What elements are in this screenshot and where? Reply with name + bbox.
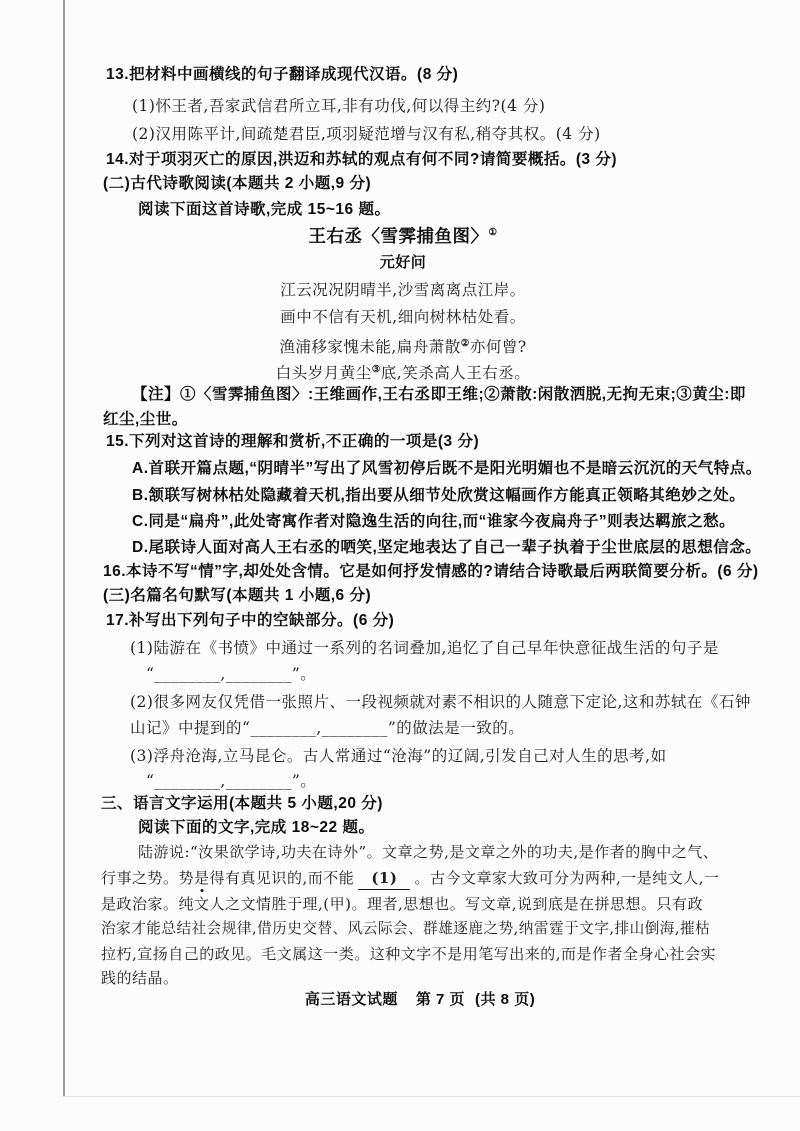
section-3-header: (三)名篇名句默写(本题共 1 小题,6 分) [103, 587, 372, 604]
poem-line-4 [103, 359, 703, 384]
passage-emphasized-char: 是 [194, 869, 210, 887]
question-13-item-2: (2)汉用陈平计,间疏楚君臣,项羽疑范增与汉有私,稍夺其权。(4 分) [132, 125, 601, 143]
poem-title-text: 王右丞〈雪霁捕鱼图〉 [308, 225, 489, 246]
poem-line-3-text-end: 亦何曾? [469, 338, 527, 357]
poem-line-3 [103, 333, 703, 358]
footer-page-total: (共 8 页) [475, 991, 536, 1008]
poem-line-2: 画中不信有天机,细向树林枯处看。 [280, 308, 526, 326]
question-17-item-3-blanks: “________,________”。 [146, 772, 317, 790]
poem-title-note-ref: ① [488, 227, 498, 238]
section-4-header: 三、语言文字运用(本题共 5 小题,20 分) [101, 795, 383, 812]
left-binding-line [63, 0, 65, 1097]
passage-line-2 [101, 867, 720, 890]
passage-line-2-seg-3: 。古今文章家大致可分为两种,一是纯文人,一 [414, 869, 720, 887]
question-17-item-1-blanks: “________,________”。 [146, 665, 317, 683]
passage-line-2-seg-1: 行事之势。势 [101, 869, 195, 887]
question-13-item-1: (1)怀王者,吾家武信君所立耳,非有功伐,何以得主约?(4 分) [132, 97, 546, 115]
poem-line-1: 江云况况阴晴半,沙雪离离点江岸。 [280, 281, 526, 299]
question-15-option-c: C.同是“扁舟”,此处寄寓作者对隐逸生活的向往,而“谁家今夜扁舟子”则表达羁旅之愁。 [132, 513, 736, 530]
passage-line-5: 拉朽,宣扬自己的政见。毛文属这一类。这种文字不是用笔写出来的,而是作者全身心社会实 [101, 945, 717, 963]
question-15-option-b: B.颔联写树林枯处隐藏着天机,指出要从细节处欣赏这幅画作方能真正领略其绝妙之处。 [132, 487, 746, 504]
poem-title [103, 222, 703, 247]
passage-blank-1: (1) [358, 867, 410, 890]
poem-reading-instruction: 阅读下面这首诗歌,完成 15~16 题。 [138, 201, 391, 218]
question-15-head: 15.下列对这首诗的理解和赏析,不正确的一项是(3 分) [106, 433, 480, 450]
section-2-header: (二)古代诗歌阅读(本题共 2 小题,9 分) [103, 175, 372, 192]
passage-line-4: 治家才能总结社会规律,借历史交替、风云际会、群雄逐鹿之势,纳雷霆于文字,排山倒海,摧枯 [101, 920, 711, 937]
poem-line-3-text: 渔浦移家愧未能,扁舟萧散 [279, 338, 461, 357]
poem-line-4-text-end: 底,笑杀高人王右丞。 [380, 364, 531, 383]
poem-note-ref-3: ③ [371, 364, 381, 375]
question-13-head: 13.把材料中画横线的句子翻译成现代汉语。(8 分) [106, 66, 459, 83]
footer-page-number: 第 7 页 [415, 991, 466, 1008]
page-footer [103, 989, 737, 1011]
footer-exam-title: 高三语文试题 [304, 991, 398, 1008]
question-17-item-1-line-1: (1)陆游在《书愤》中通过一系列的名词叠加,追忆了自己早年快意征战生活的句子是 [130, 639, 719, 657]
passage-line-6: 践的结晶。 [101, 969, 179, 987]
passage-line-3: 是政治家。纯文人之文情胜于理,(甲)。理者,思想也。写文章,说到底是在拼思想。只有政 [101, 895, 704, 913]
question-15-option-a: A.首联开篇点题,“阴晴半”写出了风雪初停后既不是阳光明媚也不是暗云沉沉的天气特点。 [132, 460, 762, 477]
question-15-option-d: D.尾联诗人面对高人王右丞的哂笑,坚定地表达了自己一辈子执着于尘世底层的思想信念。 [132, 539, 762, 556]
poem-author: 元好问 [379, 254, 427, 271]
question-17-item-2-line-1: (2)很多网友仅凭借一张照片、一段视频就对素不相识的人随意下定论,这和苏轼在《石钟 [130, 693, 751, 711]
question-14: 14.对于项羽灭亡的原因,洪迈和苏轼的观点有何不同?请简要概括。(3 分) [106, 151, 618, 168]
bottom-scan-line [63, 1096, 800, 1097]
passage-line-2-seg-2: 得有真见识的,而不能 [209, 869, 355, 887]
passage-reading-instruction: 阅读下面的文字,完成 18~22 题。 [138, 819, 375, 836]
poem-annotation-line-1: 【注】①〈雪霁捕鱼图〉:王维画作,王右丞即王维;②萧散:闲散洒脱,无拘无束;③黄尘:即 [132, 386, 746, 403]
question-16: 16.本诗不写“情”字,却处处含情。它是如何抒发情感的?请结合诗歌最后两联简要分析。(6 分) [103, 563, 759, 580]
poem-note-ref-2: ② [460, 338, 470, 349]
poem-annotation-line-2: 红尘,尘世。 [103, 411, 188, 428]
passage-line-1: 陆游说:“汝果欲学诗,功夫在诗外”。文章之势,是文章之外的功夫,是作者的胸中之气、 [138, 843, 719, 861]
poem-line-4-text: 白头岁月黄尘 [275, 364, 372, 383]
question-17-item-3-line-1: (3)浮舟沧海,立马昆仑。古人常通过“沧海”的辽阔,引发自己对人生的思考,如 [130, 747, 667, 765]
question-17-head: 17.补写出下列句子中的空缺部分。(6 分) [106, 612, 395, 629]
question-17-item-2-blanks: 山记》中提到的“________,________”的做法是一致的。 [130, 719, 525, 737]
